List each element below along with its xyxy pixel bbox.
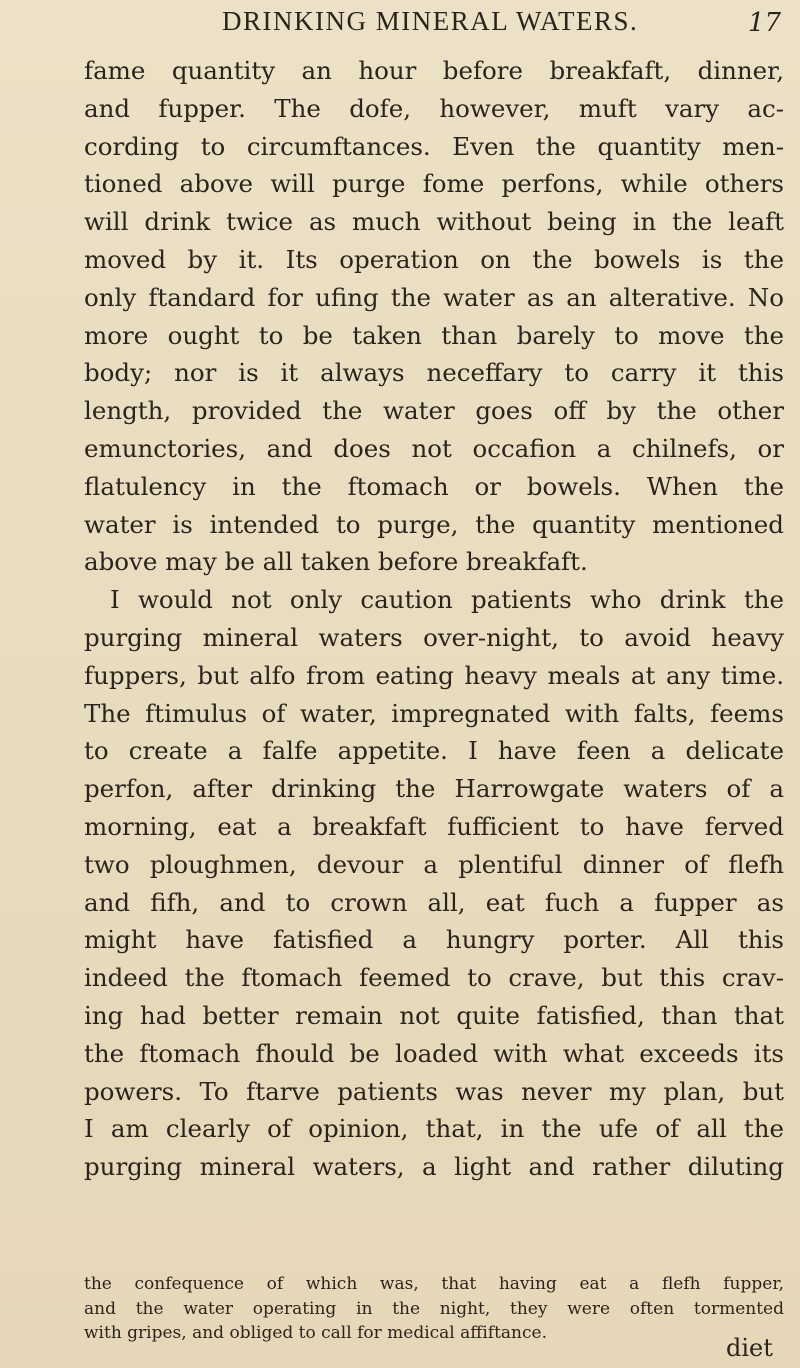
page-number: 17	[748, 8, 782, 38]
body-line: powers. To ftarve patients was never my plan, but	[84, 1076, 784, 1106]
running-head	[0, 6, 800, 46]
body-line: morning, eat a breakfaft fufficient to have ferved	[84, 811, 784, 841]
body-line: and fifh, and to crown all, eat fuch a fupper as	[84, 887, 784, 917]
body-line: fame quantity an hour before breakfaft, dinner,	[84, 56, 784, 85]
body-line: purging mineral waters over-night, to avoid heavy	[84, 622, 784, 652]
footnote-line: the confequence of which was, that having eat a flefh fupper,	[84, 1274, 784, 1294]
body-line: body; nor is it always neceffary to carry it this	[84, 358, 784, 388]
footnote	[84, 1272, 784, 1346]
body-line: moved by it. Its operation on the bowels is the	[84, 244, 784, 274]
body-line: more ought to be taken than barely to move the	[84, 320, 784, 350]
body-line: I am clearly of opinion, that, in the ufe of all the	[84, 1114, 784, 1144]
body-line: cording to circumftances. Even the quantity men-	[84, 131, 784, 161]
body-line: water is intended to purge, the quantity mentioned	[84, 509, 784, 539]
body-line: fuppers, but alfo from eating heavy meals at any time.	[84, 660, 784, 690]
body-line: ing had better remain not quite fatisfied, than that	[84, 1000, 784, 1030]
body-line: two ploughmen, devour a plentiful dinner of flefh	[84, 849, 784, 879]
body-line: will drink twice as much without being in the leaft	[84, 207, 784, 237]
body-line: purging mineral waters, a light and rather diluting	[84, 1152, 784, 1182]
footnote-line: and the water operating in the night, they were often tormented	[84, 1298, 784, 1319]
body-line: only ftandard for ufing the water as an alterative. No	[84, 282, 784, 312]
catchword: diet	[726, 1334, 773, 1362]
body-line: perfon, after drinking the Harrowgate waters of a	[84, 774, 784, 804]
body-line: indeed the ftomach feemed to crave, but this crav-	[84, 963, 784, 993]
running-title: DRINKING MINERAL WATERS.	[222, 6, 639, 36]
footnote-line: with gripes, and obliged to call for medical affiftance.	[84, 1323, 547, 1343]
body-line: length, provided the water goes off by the other	[84, 396, 784, 426]
body-line: tioned above will purge fome perfons, while others	[84, 169, 784, 199]
body-line: might have fatisfied a hungry porter. All this	[84, 925, 784, 955]
paragraph-start-line: I would not only caution patients who drink the	[110, 585, 784, 615]
body-line: emunctories, and does not occafion a chilnefs, or	[84, 433, 784, 463]
body-line: the ftomach fhould be loaded with what exceeds its	[84, 1038, 784, 1068]
body-line: The ftimulus of water, impregnated with falts, feems	[84, 698, 784, 728]
body-line: and fupper. The dofe, however, muft vary ac-	[84, 93, 784, 123]
body-text	[84, 52, 784, 1186]
body-line: above may be all taken before breakfaft.	[84, 547, 588, 577]
body-line: to create a falfe appetite. I have feen a delicate	[84, 736, 784, 766]
body-line: flatulency in the ftomach or bowels. When the	[84, 471, 784, 501]
